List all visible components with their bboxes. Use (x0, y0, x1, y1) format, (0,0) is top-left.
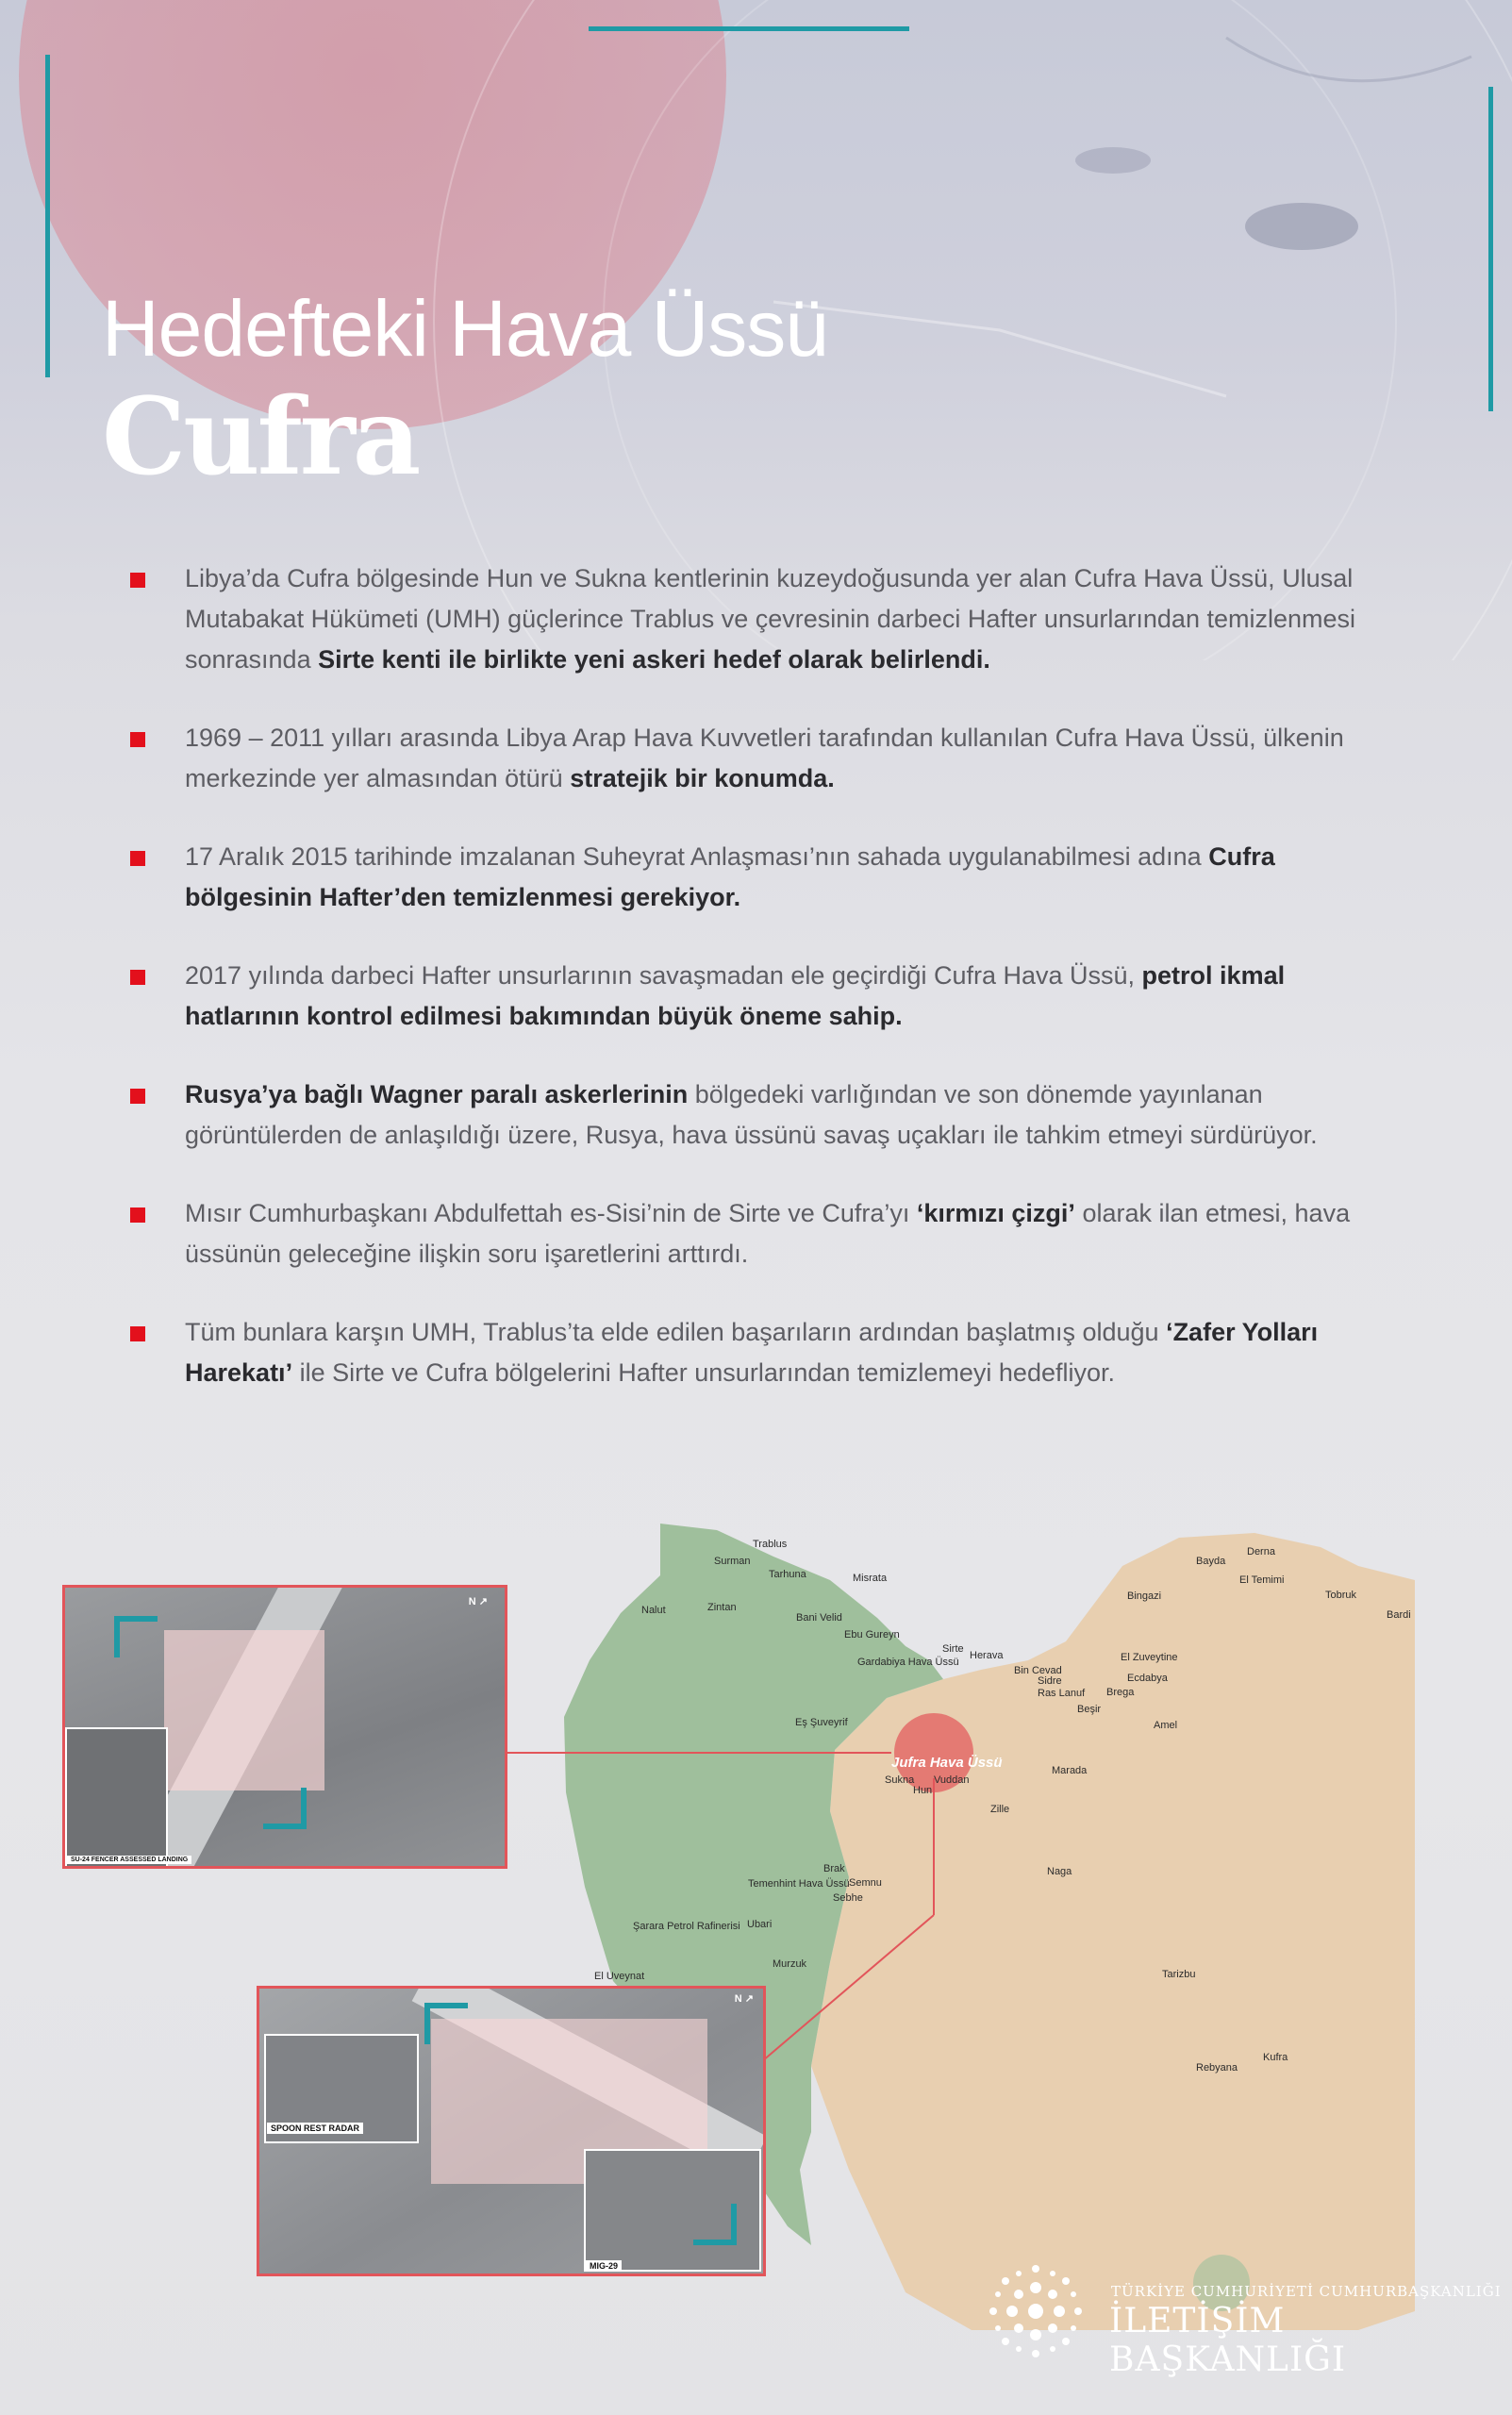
bullet-item: 1969 – 2011 yılları arasında Libya Arap Hava Kuvvetleri tarafından kullanılan Cufra Hava Üssü, ülkenin merkezinde yer almasından ötürü stratejik bir konumda. (130, 718, 1356, 799)
city-label: Kufra (1263, 2052, 1288, 2063)
city-label: Gardabiya Hava Üssü (857, 1657, 959, 1668)
bullet-square-icon (130, 732, 145, 747)
city-label: Sidre (1038, 1675, 1062, 1687)
city-label: Bingazi (1127, 1591, 1162, 1602)
accent-line-top (589, 26, 909, 31)
logo-emblem-icon (984, 2259, 1088, 2363)
bullet-item: Libya’da Cufra bölgesinde Hun ve Sukna kentlerinin kuzeydoğusunda yer alan Cufra Hava Üssü, Ulusal Mutabakat Hükümeti (UMH) güçlerince Trablus ve çevresinin darbeci Hafter unsurlarından temizlenmesi sonrasında Sirte kenti ile birlikte yeni askeri hedef olarak belirlendi. (130, 558, 1356, 680)
bullet-item: 17 Aralık 2015 tarihinde imzalanan Suheyrat Anlaşması’nın sahada uygulanabilmesi adına Cufra bölgesinin Hafter’den temizlenmesi gerekiyor. (130, 837, 1356, 918)
city-label: Herava (970, 1650, 1004, 1661)
bullet-item: Tüm bunlara karşın UMH, Trablus’ta elde edilen başarıların ardından başlatmış olduğu ‘Zafer Yolları Harekatı’ ile Sirte ve Cufra bölgelerini Hafter unsurlarından temizlemeyi hedefliyor. (130, 1312, 1356, 1393)
city-label: Şarara Petrol Rafinerisi (633, 1921, 740, 1932)
city-label: Amel (1154, 1720, 1178, 1731)
city-label: Trablus (753, 1539, 788, 1550)
corner-bracket-icon (114, 1616, 158, 1657)
photo-caption: MIG-29 (586, 2260, 622, 2272)
city-label: Surman (714, 1556, 751, 1567)
logo-subtitle: TÜRKİYE CUMHURİYETİ CUMHURBAŞKANLIĞI (1111, 2283, 1502, 2300)
city-label: Tarhuna (769, 1569, 806, 1580)
bullet-item: Mısır Cumhurbaşkanı Abdulfettah es-Sisi’nin de Sirte ve Cufra’yı ‘kırmızı çizgi’ olarak ilan etmesi, hava üssünün geleceğine ilişkin soru işaretlerini arttırdı. (130, 1193, 1356, 1274)
satellite-photo-airfield (257, 1986, 766, 2276)
inset-image (65, 1727, 168, 1868)
bullet-item: 2017 yılında darbeci Hafter unsurlarının savaşmadan ele geçirdiği Cufra Hava Üssü, petrol ikmal hatlarının kontrol edilmesi bakımından büyük öneme sahip. (130, 956, 1356, 1037)
bullet-square-icon (130, 970, 145, 985)
city-label: Bayda (1196, 1556, 1226, 1567)
corner-bracket-icon (263, 1788, 307, 1829)
city-label: El Zuveytine (1121, 1652, 1178, 1663)
city-label: Bani Velid (796, 1612, 842, 1624)
page-title-bold: Cufra (102, 375, 419, 499)
city-label: Bardi (1387, 1609, 1411, 1621)
north-arrow-icon: N ↗ (734, 1993, 754, 2005)
city-label: Beşir (1077, 1704, 1102, 1715)
city-label: Vuddan (934, 1774, 970, 1786)
city-label: Derna (1247, 1546, 1275, 1557)
city-label: Ubari (747, 1919, 773, 1930)
highlight-box (164, 1630, 324, 1790)
satellite-photo-su24 (62, 1585, 507, 1869)
accent-line-left (45, 55, 50, 377)
page-title: Hedefteki Hava Üssü (102, 284, 829, 373)
city-label: Rebyana (1196, 2062, 1238, 2074)
city-label: Temenhint Hava Üssü (748, 1878, 850, 1890)
city-label: Bin Cevad (1014, 1665, 1062, 1676)
city-label: Zille (990, 1804, 1010, 1815)
corner-bracket-icon (693, 2204, 737, 2245)
base-label: Jufra Hava Üssü (891, 1755, 1003, 1771)
bullet-square-icon (130, 1208, 145, 1223)
city-label: Tobruk (1325, 1590, 1357, 1601)
city-label: Ecdabya (1127, 1673, 1168, 1684)
city-label: Nalut (641, 1605, 666, 1616)
city-label: Murzuk (773, 1958, 807, 1970)
city-label: El Temimi (1239, 1574, 1285, 1586)
city-label: Eş Şuveyrif (795, 1717, 848, 1728)
bullet-square-icon (130, 573, 145, 588)
city-label: Marada (1052, 1765, 1088, 1776)
city-label: Tarizbu (1162, 1969, 1196, 1980)
photo-caption: SU-24 FENCER ASSESSED LANDING (67, 1856, 191, 1864)
city-label: Naga (1047, 1866, 1072, 1877)
city-label: Ebu Gureyn (844, 1629, 900, 1641)
city-label: Semnu (849, 1877, 882, 1889)
city-label: Ras Lanuf (1038, 1688, 1086, 1699)
logo-title: İLETİŞİM BAŞKANLIĞI (1109, 2302, 1347, 2379)
city-label: Sukna (885, 1774, 915, 1786)
bullet-square-icon (130, 1326, 145, 1341)
bullet-list (130, 558, 1356, 1431)
corner-bracket-icon (424, 2003, 468, 2044)
photo-caption: SPOON REST RADAR (267, 2123, 363, 2134)
north-arrow-icon: N ↗ (468, 1596, 488, 1607)
city-label: Brak (823, 1863, 845, 1874)
city-label: Brega (1106, 1687, 1135, 1698)
accent-line-right (1488, 87, 1493, 411)
city-label: Misrata (853, 1573, 888, 1584)
city-label: Hun (913, 1785, 933, 1796)
bullet-square-icon (130, 1089, 145, 1104)
city-label: Sebhe (833, 1892, 863, 1904)
city-label: Sirte (942, 1643, 964, 1655)
city-label: Zintan (707, 1602, 737, 1613)
bullet-item: Rusya’ya bağlı Wagner paralı askerlerinin bölgedeki varlığından ve son dönemde yayınlanan görüntülerden de anlaşıldığı üzere, Rusya, hava üssünü savaş uçakları ile tahkim etmeyi sürdürüyor. (130, 1074, 1356, 1156)
bullet-square-icon (130, 851, 145, 866)
city-label: El Uveynat (594, 1971, 645, 1982)
